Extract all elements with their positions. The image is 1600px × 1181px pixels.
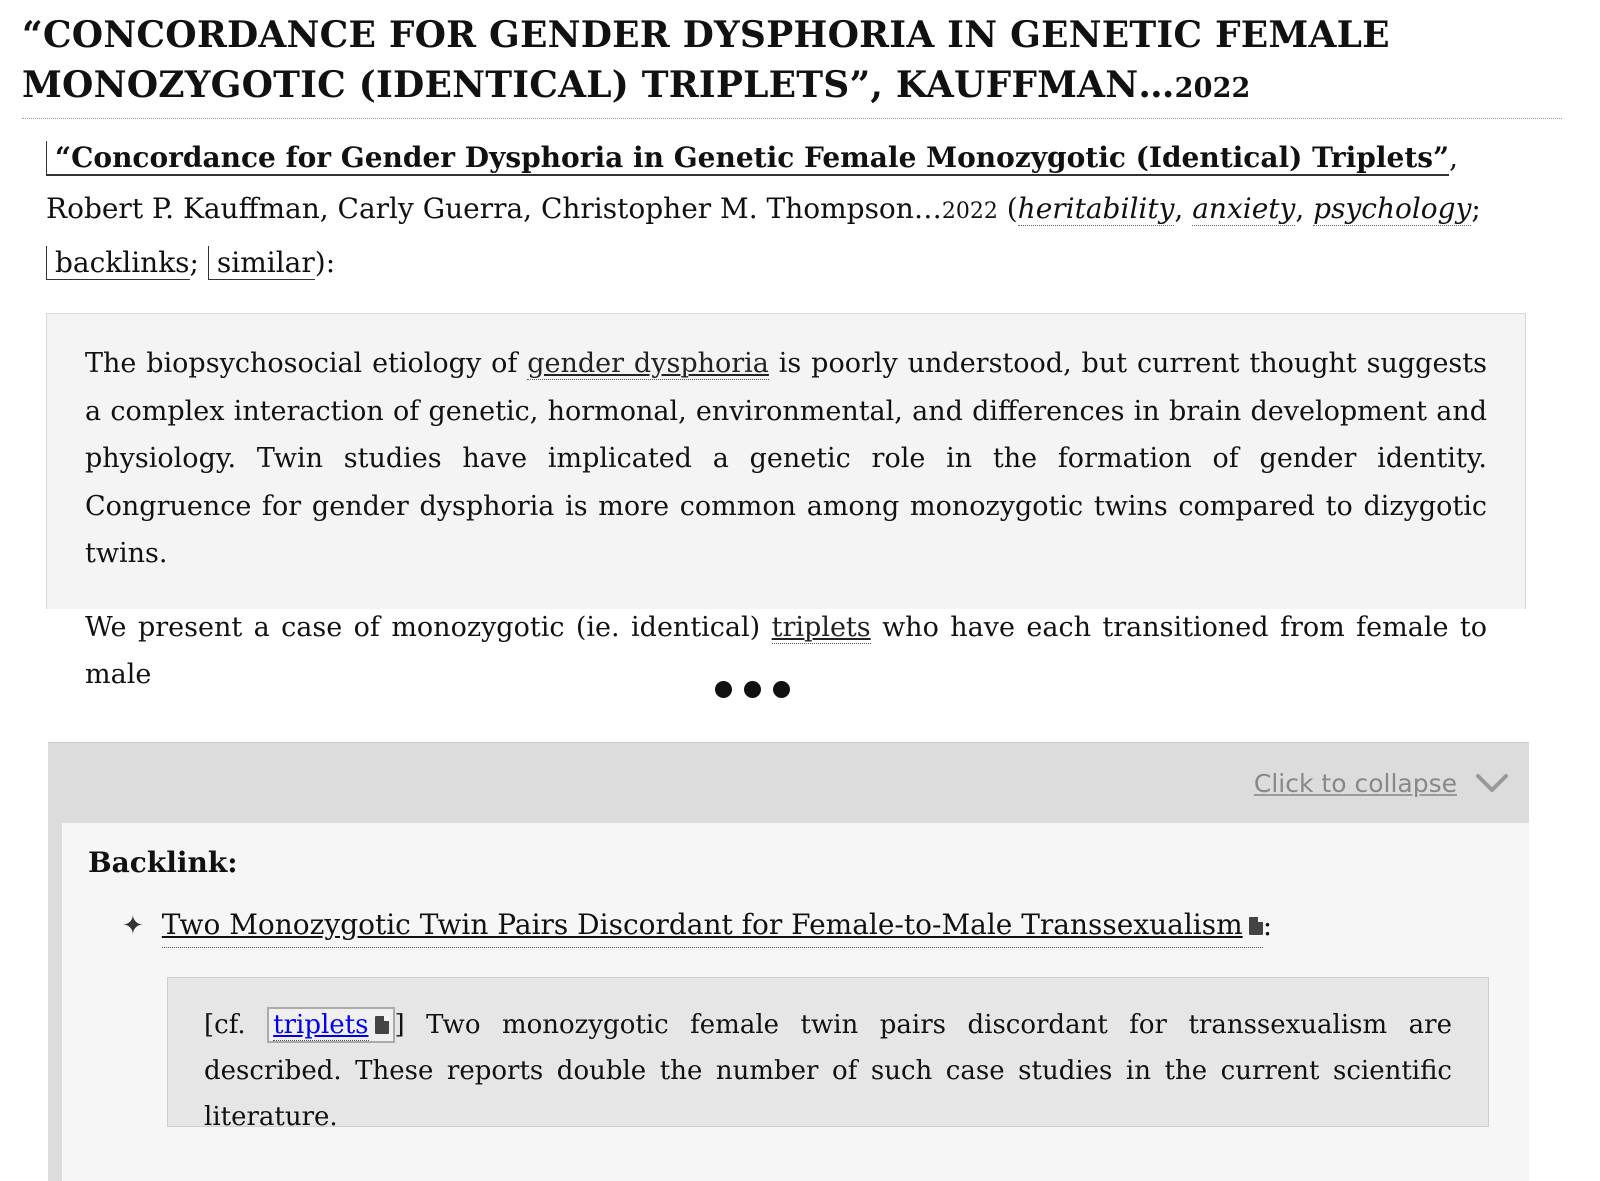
triplets-cf-text: triplets <box>273 1010 369 1040</box>
abstract-text: is poorly understood, but current thought suggests a complex interaction of genetic, hormonal, environmental, and differences in brain development and physiology. Twin studies have implicated a genetic role in the formation of gender identity. Congruence for gender dysphoria is more common among monozygotic twins compared to dizygotic twins. <box>85 348 1487 569</box>
backlinks-section <box>48 742 1529 1181</box>
list-item <box>122 903 1272 948</box>
triplets-link[interactable]: triplets <box>771 611 871 643</box>
backlinks-link[interactable]: backlinks <box>46 246 190 280</box>
page-title-text: “CONCORDANCE FOR GENDER DYSPHORIA IN GENETIC FEMALE MONOZYGOTIC (IDENTICAL) TRIPLETS”, KAUFFMAN… <box>22 14 1390 106</box>
backlink-excerpt <box>167 977 1489 1132</box>
abstract-text: The biopsychosocial etiology of <box>85 348 528 379</box>
tag-heritability[interactable]: heritability <box>1017 192 1175 225</box>
sparkle-bullet-icon: ✦ <box>122 910 144 941</box>
citation <box>46 132 1562 288</box>
abstract-box <box>46 313 1526 690</box>
page-title-year: 2022 <box>1174 73 1251 104</box>
page-title <box>22 10 1562 119</box>
tags-group: (heritability, anxiety, psychology; backlinks; similar): <box>46 192 1481 280</box>
abstract-text: We present a case of monozygotic (ie. identical) <box>85 611 772 643</box>
abstract-paragraph-1 <box>85 340 1487 578</box>
dot <box>744 681 761 698</box>
citation-authors: , Robert P. Kauffman, Carly Guerra, Christopher M. Thompson… <box>46 141 1459 225</box>
abstract-text: who have each transitioned from female to male <box>85 611 1487 690</box>
pdf-icon <box>1249 917 1263 935</box>
excerpt-close: ] <box>394 1010 405 1040</box>
triplets-cf-link[interactable] <box>267 1007 394 1043</box>
backlink-title-text: Two Monozygotic Twin Pairs Discordant for Female-to-Male Transsexualism <box>161 908 1243 941</box>
backlink-heading: Backlink: <box>88 846 238 879</box>
backlink-title-link[interactable] <box>162 903 1263 948</box>
excerpt-prefix: [cf. <box>204 1010 268 1040</box>
excerpt-body: Two monozygotic female twin pairs discordant for transsexualism are described. These reports double the number of such case studies in the current scientific literature. <box>204 1010 1452 1132</box>
dot <box>773 681 790 698</box>
dot <box>715 681 732 698</box>
citation-year: 2022 <box>941 199 998 224</box>
excerpt-text <box>204 1002 1452 1140</box>
pdf-icon <box>375 1016 389 1034</box>
collapse-label[interactable]: Click to collapse <box>1253 769 1457 798</box>
paper-title-link[interactable]: “Concordance for Gender Dysphoria in Genetic Female Monozygotic (Identical) Triplets” <box>46 141 1449 176</box>
ellipsis-icon <box>715 681 795 701</box>
chevron-down-icon[interactable] <box>1475 771 1509 795</box>
tag-anxiety[interactable]: anxiety <box>1192 192 1296 225</box>
gender-dysphoria-link[interactable]: gender dysphoria <box>527 348 769 379</box>
backlink-suffix: : <box>1262 908 1273 942</box>
backlinks-content <box>62 823 1529 1181</box>
tag-psychology[interactable]: psychology <box>1313 192 1472 225</box>
similar-link[interactable]: similar <box>208 246 315 280</box>
collapse-toggle[interactable] <box>48 743 1529 823</box>
